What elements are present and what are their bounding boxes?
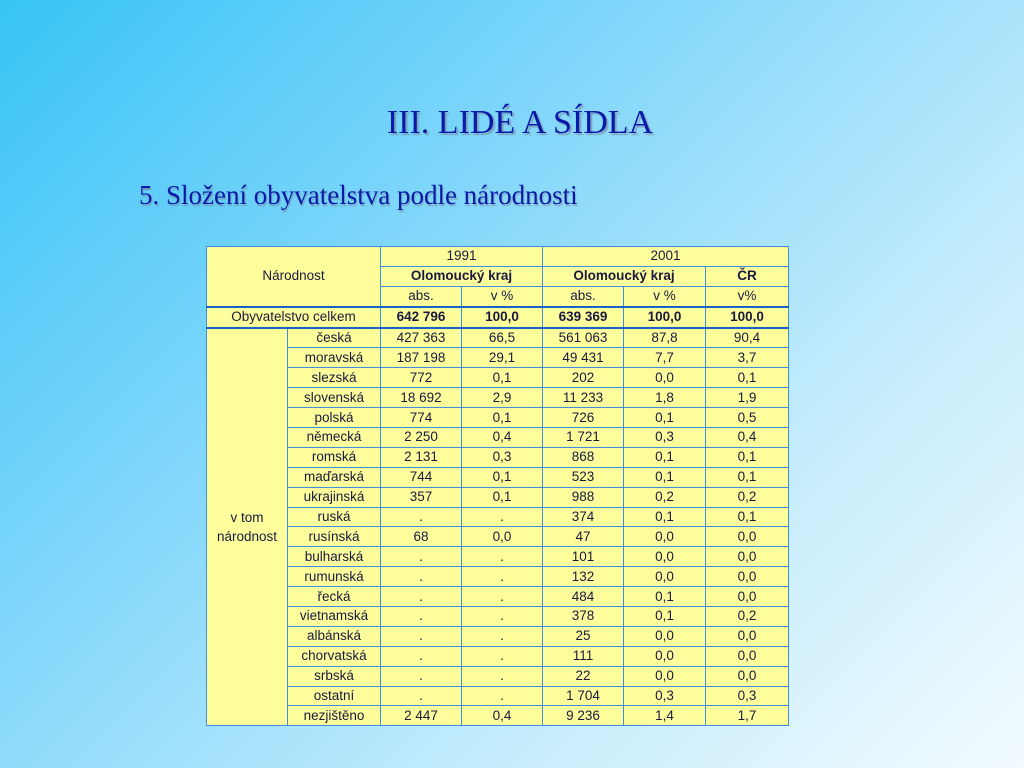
total-label: Obyvatelstvo celkem bbox=[207, 307, 381, 328]
pct-1991-cell: . bbox=[462, 646, 543, 666]
pct-cr-cell: 0,2 bbox=[706, 607, 789, 627]
pct-cr-cell: 0,0 bbox=[706, 567, 789, 587]
nationality-cell: rusínská bbox=[288, 527, 381, 547]
nationality-cell: romská bbox=[288, 447, 381, 467]
pct-cr-cell: 0,1 bbox=[706, 447, 789, 467]
abs-1991-cell: 2 131 bbox=[381, 447, 462, 467]
nationality-cell: moravská bbox=[288, 348, 381, 368]
table-row bbox=[207, 368, 789, 388]
pct-1991-cell: . bbox=[462, 587, 543, 607]
table-row bbox=[207, 328, 789, 348]
pct-2001-cell: 1,8 bbox=[624, 388, 706, 408]
pct-cr-cell: 0,0 bbox=[706, 547, 789, 567]
pct-2001-cell: 87,8 bbox=[624, 328, 706, 348]
pct-2001-cell: 0,1 bbox=[624, 587, 706, 607]
pct-cr-cell: 0,0 bbox=[706, 646, 789, 666]
nationality-cell: slovenská bbox=[288, 388, 381, 408]
abs-2001-cell: 49 431 bbox=[543, 348, 624, 368]
abs-1991-cell: 2 250 bbox=[381, 428, 462, 448]
pct-1991-cell: . bbox=[462, 626, 543, 646]
table-row bbox=[207, 567, 789, 587]
total-pct-2001: 100,0 bbox=[624, 307, 706, 328]
abs-2001-cell: 988 bbox=[543, 487, 624, 507]
abs-1991-cell: . bbox=[381, 567, 462, 587]
pct-cr-cell: 0,0 bbox=[706, 587, 789, 607]
nationality-cell: vietnamská bbox=[288, 607, 381, 627]
abs-2001-cell: 484 bbox=[543, 587, 624, 607]
abs-1991-cell: . bbox=[381, 686, 462, 706]
pct-2001-cell: 0,1 bbox=[624, 607, 706, 627]
pct-1991-cell: 0,4 bbox=[462, 706, 543, 726]
abs-1991-cell: 18 692 bbox=[381, 388, 462, 408]
abs-2001-cell: 1 721 bbox=[543, 428, 624, 448]
pct-1991-cell: . bbox=[462, 666, 543, 686]
nationality-cell: slezská bbox=[288, 368, 381, 388]
pct-1991-cell: 0,1 bbox=[462, 467, 543, 487]
pct-1991-cell: 29,1 bbox=[462, 348, 543, 368]
header-region-2001: Olomoucký kraj bbox=[543, 266, 706, 286]
table-row bbox=[207, 666, 789, 686]
pct-2001-cell: 7,7 bbox=[624, 348, 706, 368]
nationality-cell: německá bbox=[288, 428, 381, 448]
pct-2001-cell: 0,2 bbox=[624, 487, 706, 507]
abs-2001-cell: 22 bbox=[543, 666, 624, 686]
pct-cr-cell: 90,4 bbox=[706, 328, 789, 348]
abs-1991-cell: 2 447 bbox=[381, 706, 462, 726]
table-row bbox=[207, 607, 789, 627]
abs-2001-cell: 561 063 bbox=[543, 328, 624, 348]
table-row bbox=[207, 447, 789, 467]
pct-1991-cell: 0,4 bbox=[462, 428, 543, 448]
abs-1991-cell: . bbox=[381, 547, 462, 567]
abs-1991-cell: 357 bbox=[381, 487, 462, 507]
abs-2001-cell: 1 704 bbox=[543, 686, 624, 706]
nationality-cell: maďarská bbox=[288, 467, 381, 487]
pct-1991-cell: . bbox=[462, 567, 543, 587]
abs-2001-cell: 726 bbox=[543, 408, 624, 428]
pct-1991-cell: . bbox=[462, 686, 543, 706]
pct-1991-cell: 2,9 bbox=[462, 388, 543, 408]
nationality-cell: řecká bbox=[288, 587, 381, 607]
pct-1991-cell: 0,3 bbox=[462, 447, 543, 467]
header-unit-pct-2001: v % bbox=[624, 286, 706, 306]
pct-2001-cell: 0,0 bbox=[624, 527, 706, 547]
abs-2001-cell: 523 bbox=[543, 467, 624, 487]
pct-cr-cell: 0,0 bbox=[706, 527, 789, 547]
header-unit-abs-2001: abs. bbox=[543, 286, 624, 306]
header-cr: ČR bbox=[706, 266, 789, 286]
pct-cr-cell: 0,1 bbox=[706, 507, 789, 527]
nationality-table bbox=[206, 246, 789, 726]
pct-cr-cell: 0,1 bbox=[706, 368, 789, 388]
pct-2001-cell: 0,0 bbox=[624, 666, 706, 686]
abs-2001-cell: 11 233 bbox=[543, 388, 624, 408]
group-label-line1: v tom bbox=[230, 509, 264, 525]
table-row bbox=[207, 408, 789, 428]
pct-2001-cell: 0,0 bbox=[624, 626, 706, 646]
table-row bbox=[207, 487, 789, 507]
header-year-2001: 2001 bbox=[543, 247, 789, 267]
abs-2001-cell: 868 bbox=[543, 447, 624, 467]
abs-2001-cell: 9 236 bbox=[543, 706, 624, 726]
nationality-cell: polská bbox=[288, 408, 381, 428]
pct-1991-cell: . bbox=[462, 507, 543, 527]
abs-1991-cell: . bbox=[381, 607, 462, 627]
pct-2001-cell: 0,1 bbox=[624, 447, 706, 467]
header-row-years bbox=[207, 247, 789, 267]
abs-1991-cell: 744 bbox=[381, 467, 462, 487]
table-row bbox=[207, 527, 789, 547]
pct-cr-cell: 1,7 bbox=[706, 706, 789, 726]
pct-2001-cell: 0,0 bbox=[624, 368, 706, 388]
header-unit-pct-cr: v% bbox=[706, 286, 789, 306]
total-pct-1991: 100,0 bbox=[462, 307, 543, 328]
pct-cr-cell: 0,4 bbox=[706, 428, 789, 448]
abs-2001-cell: 101 bbox=[543, 547, 624, 567]
pct-cr-cell: 0,0 bbox=[706, 666, 789, 686]
table-row bbox=[207, 428, 789, 448]
abs-1991-cell: 427 363 bbox=[381, 328, 462, 348]
header-corner: Národnost bbox=[207, 247, 381, 307]
pct-cr-cell: 0,3 bbox=[706, 686, 789, 706]
table-row bbox=[207, 388, 789, 408]
abs-1991-cell: . bbox=[381, 666, 462, 686]
abs-1991-cell: 187 198 bbox=[381, 348, 462, 368]
header-unit-abs-1991: abs. bbox=[381, 286, 462, 306]
abs-1991-cell: . bbox=[381, 626, 462, 646]
nationality-cell: česká bbox=[288, 328, 381, 348]
table-row bbox=[207, 626, 789, 646]
abs-2001-cell: 132 bbox=[543, 567, 624, 587]
nationality-cell: ukrajinská bbox=[288, 487, 381, 507]
nationality-cell: srbská bbox=[288, 666, 381, 686]
pct-cr-cell: 3,7 bbox=[706, 348, 789, 368]
pct-2001-cell: 0,0 bbox=[624, 547, 706, 567]
slide-title: III. LIDÉ A SÍDLA bbox=[386, 104, 654, 141]
pct-cr-cell: 0,5 bbox=[706, 408, 789, 428]
pct-cr-cell: 0,0 bbox=[706, 626, 789, 646]
abs-1991-cell: 68 bbox=[381, 527, 462, 547]
pct-2001-cell: 0,3 bbox=[624, 428, 706, 448]
header-region-1991: Olomoucký kraj bbox=[381, 266, 543, 286]
nationality-cell: nezjištěno bbox=[288, 706, 381, 726]
pct-1991-cell: 66,5 bbox=[462, 328, 543, 348]
total-abs-2001: 639 369 bbox=[543, 307, 624, 328]
abs-1991-cell: . bbox=[381, 587, 462, 607]
header-unit-pct-1991: v % bbox=[462, 286, 543, 306]
nationality-cell: rumunská bbox=[288, 567, 381, 587]
pct-cr-cell: 0,2 bbox=[706, 487, 789, 507]
table-row bbox=[207, 646, 789, 666]
pct-1991-cell: 0,1 bbox=[462, 408, 543, 428]
pct-1991-cell: 0,1 bbox=[462, 487, 543, 507]
abs-1991-cell: 774 bbox=[381, 408, 462, 428]
abs-2001-cell: 374 bbox=[543, 507, 624, 527]
table-row bbox=[207, 507, 789, 527]
header-year-1991: 1991 bbox=[381, 247, 543, 267]
nationality-cell: ostatní bbox=[288, 686, 381, 706]
pct-1991-cell: 0,1 bbox=[462, 368, 543, 388]
table-row bbox=[207, 706, 789, 726]
pct-1991-cell: . bbox=[462, 607, 543, 627]
table-row bbox=[207, 686, 789, 706]
pct-2001-cell: 1,4 bbox=[624, 706, 706, 726]
abs-1991-cell: 772 bbox=[381, 368, 462, 388]
abs-2001-cell: 202 bbox=[543, 368, 624, 388]
total-row bbox=[207, 307, 789, 328]
pct-2001-cell: 0,1 bbox=[624, 467, 706, 487]
table-row bbox=[207, 547, 789, 567]
pct-1991-cell: . bbox=[462, 547, 543, 567]
pct-2001-cell: 0,3 bbox=[624, 686, 706, 706]
abs-2001-cell: 111 bbox=[543, 646, 624, 666]
total-pct-cr: 100,0 bbox=[706, 307, 789, 328]
nationality-cell: ruská bbox=[288, 507, 381, 527]
nationality-cell: chorvatská bbox=[288, 646, 381, 666]
table-row bbox=[207, 348, 789, 368]
pct-cr-cell: 0,1 bbox=[706, 467, 789, 487]
pct-1991-cell: 0,0 bbox=[462, 527, 543, 547]
abs-1991-cell: . bbox=[381, 646, 462, 666]
slide-subtitle: 5. Složení obyvatelstva podle národnosti bbox=[139, 180, 578, 210]
pct-2001-cell: 0,1 bbox=[624, 507, 706, 527]
pct-2001-cell: 0,0 bbox=[624, 646, 706, 666]
abs-1991-cell: . bbox=[381, 507, 462, 527]
total-abs-1991: 642 796 bbox=[381, 307, 462, 328]
pct-2001-cell: 0,0 bbox=[624, 567, 706, 587]
group-label bbox=[207, 328, 288, 726]
pct-cr-cell: 1,9 bbox=[706, 388, 789, 408]
table-row bbox=[207, 467, 789, 487]
nationality-cell: bulharská bbox=[288, 547, 381, 567]
pct-2001-cell: 0,1 bbox=[624, 408, 706, 428]
abs-2001-cell: 25 bbox=[543, 626, 624, 646]
group-label-line2: národnost bbox=[216, 528, 278, 544]
nationality-cell: albánská bbox=[288, 626, 381, 646]
abs-2001-cell: 378 bbox=[543, 607, 624, 627]
table-row bbox=[207, 587, 789, 607]
abs-2001-cell: 47 bbox=[543, 527, 624, 547]
